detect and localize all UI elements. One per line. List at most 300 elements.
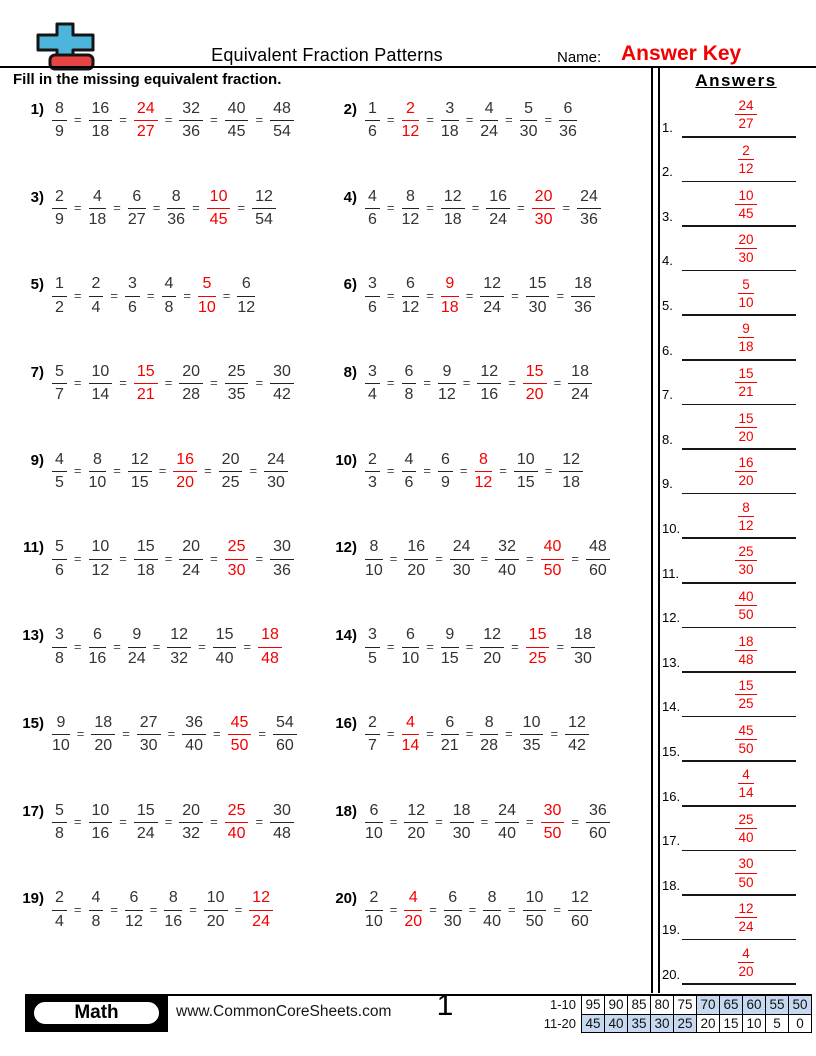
fraction-denominator: 40 [215, 649, 234, 667]
equals-sign: = [525, 813, 534, 829]
fraction [438, 363, 456, 405]
score-cell: 95 [582, 996, 605, 1015]
fraction-answer [173, 451, 197, 493]
answer-number: 18. [662, 877, 681, 893]
answer-denominator: 21 [738, 384, 754, 400]
answer-denominator: 10 [738, 294, 754, 310]
fraction-numerator: 24 [577, 188, 601, 209]
fraction [483, 889, 501, 931]
equals-sign: = [426, 287, 434, 303]
answer-fraction [682, 812, 810, 845]
equals-sign: = [386, 638, 395, 654]
problem [327, 889, 652, 931]
fraction-denominator: 8 [55, 649, 64, 667]
problems-grid [14, 100, 652, 977]
fraction [52, 889, 67, 931]
fraction-numerator: 15 [526, 275, 550, 296]
answer-fraction-value [735, 98, 756, 131]
fraction-numerator: 30 [541, 802, 565, 823]
answer-item [660, 584, 810, 629]
fraction-numerator: 9 [438, 363, 456, 384]
fraction-denominator: 9 [55, 123, 64, 141]
equals-sign: = [243, 638, 252, 654]
equals-sign: = [423, 375, 431, 391]
fraction-numerator: 4 [89, 889, 104, 910]
answer-number: 15. [662, 743, 681, 759]
problem [14, 100, 327, 142]
fraction-numerator: 8 [164, 889, 182, 910]
fraction-numerator: 6 [125, 889, 143, 910]
fraction-denominator: 30 [452, 561, 471, 579]
answer-numerator: 25 [735, 812, 756, 829]
header-divider-line [0, 66, 816, 68]
answer-denominator: 30 [738, 562, 754, 578]
fraction [565, 714, 589, 756]
answer-item [660, 762, 810, 807]
fraction-denominator: 12 [91, 561, 110, 579]
fraction [128, 188, 146, 230]
fraction-denominator: 4 [55, 912, 64, 930]
problem-number: 8) [343, 364, 357, 382]
equals-sign: = [258, 726, 266, 742]
equals-sign: = [517, 200, 525, 216]
problem-row [14, 802, 652, 890]
equals-sign: = [73, 813, 82, 829]
equals-sign: = [511, 287, 519, 303]
answer-numerator: 16 [735, 455, 756, 472]
answer-item [660, 405, 810, 450]
equals-sign: = [222, 287, 231, 303]
fraction-numerator: 48 [586, 538, 610, 559]
answer-denominator: 40 [738, 829, 754, 845]
answer-numerator: 4 [738, 767, 753, 784]
problem [14, 363, 327, 405]
equals-sign: = [480, 813, 489, 829]
equals-sign: = [465, 726, 474, 742]
fraction-denominator: 36 [273, 561, 291, 579]
fraction-numerator: 9 [128, 626, 146, 647]
problem [327, 363, 652, 405]
fraction-denominator: 42 [273, 386, 291, 404]
fraction [125, 889, 143, 931]
fraction-numerator: 8 [52, 100, 67, 121]
fraction-answer [441, 275, 459, 317]
fraction-numerator: 8 [89, 451, 107, 472]
fraction [125, 275, 140, 317]
equals-sign: = [73, 901, 82, 917]
name-label: Name: [557, 49, 602, 66]
equals-sign: = [553, 901, 561, 917]
equals-sign: = [255, 112, 264, 128]
fraction-denominator: 12 [237, 298, 256, 316]
fraction [134, 802, 158, 844]
fraction-denominator: 27 [127, 211, 146, 229]
fraction [526, 275, 550, 317]
answer-number: 20. [662, 966, 681, 982]
fraction [568, 363, 592, 405]
fraction-numerator: 2 [52, 889, 67, 910]
equals-sign: = [508, 375, 516, 391]
answer-fraction [682, 277, 810, 310]
fraction-numerator: 16 [173, 451, 197, 472]
problem-row [14, 100, 652, 188]
fraction-numerator: 6 [444, 889, 462, 910]
fraction-denominator: 8 [164, 298, 174, 316]
fraction-denominator: 6 [404, 474, 414, 492]
score-cell: 55 [766, 996, 789, 1015]
fraction [365, 275, 380, 317]
fraction-denominator: 24 [480, 123, 499, 141]
fraction-numerator: 5 [52, 802, 67, 823]
problem [14, 802, 327, 844]
answer-number: 16. [662, 788, 681, 804]
fraction-denominator: 24 [127, 649, 146, 667]
fraction [162, 275, 177, 317]
fraction [89, 363, 113, 405]
problem-row [14, 714, 652, 802]
score-cell: 5 [766, 1014, 789, 1033]
answer-item [660, 450, 810, 495]
equals-sign: = [550, 726, 559, 742]
fraction [273, 714, 297, 756]
equals-sign: = [389, 550, 398, 566]
answer-blank-line [682, 983, 796, 985]
problem [14, 626, 327, 668]
fraction-denominator: 18 [88, 211, 107, 229]
equals-sign: = [152, 200, 161, 216]
equals-sign: = [255, 813, 264, 829]
problem-number: 1) [30, 101, 44, 118]
fraction-numerator: 40 [225, 100, 249, 121]
fraction-numerator: 2 [365, 889, 383, 910]
problem-number: 19) [22, 890, 44, 908]
equals-sign: = [167, 726, 176, 742]
fraction-denominator: 10 [365, 912, 383, 930]
score-cell: 25 [674, 1014, 697, 1033]
answer-denominator: 45 [738, 205, 754, 221]
fraction-answer [404, 889, 422, 931]
answer-number: 12. [662, 610, 681, 626]
equals-sign: = [426, 112, 434, 128]
answer-numerator: 2 [738, 143, 753, 160]
fraction-denominator: 20 [407, 561, 426, 579]
equals-sign: = [255, 375, 264, 391]
fraction-numerator: 27 [137, 714, 161, 735]
worksheet-title: Equivalent Fraction Patterns [211, 45, 443, 65]
fraction-denominator: 28 [480, 737, 499, 755]
fraction [52, 275, 67, 317]
fraction-denominator: 15 [516, 474, 535, 492]
fraction-numerator: 10 [523, 889, 547, 910]
equals-sign: = [119, 550, 127, 566]
fraction-denominator: 8 [404, 386, 414, 404]
equals-sign: = [146, 287, 155, 303]
fraction-numerator: 6 [365, 802, 383, 823]
answers-title: Answers [695, 71, 777, 90]
equals-sign: = [192, 200, 200, 216]
fraction-denominator: 18 [440, 298, 459, 316]
problem-number: 2) [343, 101, 357, 118]
fraction [52, 626, 67, 668]
fraction-numerator: 24 [450, 538, 474, 559]
fraction [167, 626, 191, 668]
fraction [365, 714, 380, 756]
answer-item [660, 717, 810, 762]
fraction [204, 889, 228, 931]
fraction-numerator: 2 [365, 714, 380, 735]
answer-number: 5. [662, 297, 673, 313]
fraction-denominator: 50 [543, 561, 562, 579]
fraction [402, 626, 420, 668]
fraction-denominator: 12 [438, 386, 456, 404]
problem-row [14, 275, 652, 363]
fraction [365, 626, 380, 668]
fraction [182, 714, 206, 756]
answer-fraction-value [735, 634, 756, 667]
answer-fraction-value [735, 544, 756, 577]
fraction-numerator: 12 [404, 802, 428, 823]
fraction-denominator: 3 [368, 474, 377, 492]
fraction-denominator: 30 [443, 912, 462, 930]
equals-sign: = [164, 375, 173, 391]
answer-fraction-value [735, 188, 756, 221]
fraction-numerator: 18 [568, 363, 592, 384]
answer-numerator: 18 [735, 634, 756, 651]
fraction-denominator: 8 [55, 824, 64, 842]
equals-sign: = [505, 726, 513, 742]
problem [327, 538, 652, 580]
fraction [404, 802, 428, 844]
fraction [89, 188, 107, 230]
equals-sign: = [386, 375, 395, 391]
fraction-numerator: 16 [89, 100, 113, 121]
fraction [365, 100, 380, 142]
fraction-numerator: 12 [480, 626, 504, 647]
fraction-denominator: 4 [368, 386, 377, 404]
answer-fraction [682, 856, 810, 889]
answer-fraction-value [738, 946, 753, 979]
fraction-numerator: 10 [204, 889, 228, 910]
fraction-numerator: 6 [402, 363, 417, 384]
fraction [480, 100, 498, 142]
answer-number: 8. [662, 431, 673, 447]
fraction [128, 451, 152, 493]
fraction-numerator: 2 [52, 188, 67, 209]
fraction-denominator: 32 [170, 649, 189, 667]
fraction-numerator: 9 [441, 626, 459, 647]
equals-sign: = [465, 287, 474, 303]
answer-fraction-value [735, 589, 756, 622]
fraction-numerator: 20 [179, 538, 203, 559]
answer-numerator: 30 [735, 856, 756, 873]
answer-number: 11. [662, 565, 680, 581]
score-cell: 70 [697, 996, 720, 1015]
equals-sign: = [73, 638, 82, 654]
fraction-numerator: 6 [128, 188, 146, 209]
problem-number: 4) [343, 188, 357, 206]
fraction [441, 626, 459, 668]
fraction-numerator: 3 [365, 363, 380, 384]
fraction [586, 538, 610, 580]
fraction-denominator: 21 [136, 386, 155, 404]
fraction [52, 802, 67, 844]
math-badge-label: Math [32, 1000, 161, 1026]
page-number: 1 [436, 989, 454, 1022]
fraction-numerator: 15 [213, 626, 237, 647]
fraction-denominator: 27 [136, 123, 155, 141]
fraction-numerator: 24 [264, 451, 288, 472]
fraction-denominator: 20 [483, 649, 502, 667]
fraction-numerator: 8 [480, 714, 498, 735]
fraction [237, 275, 255, 317]
fraction [219, 451, 243, 493]
equals-sign: = [249, 463, 258, 479]
fraction [514, 451, 538, 493]
fraction-numerator: 30 [270, 802, 294, 823]
fraction-numerator: 3 [365, 626, 380, 647]
fraction-denominator: 42 [568, 737, 586, 755]
fraction-denominator: 24 [489, 211, 508, 229]
fraction-answer [541, 802, 565, 844]
equals-sign: = [158, 463, 167, 479]
answer-item [660, 361, 810, 406]
equals-sign: = [465, 638, 474, 654]
answer-fraction [682, 634, 810, 667]
fraction-numerator: 45 [228, 714, 252, 735]
fraction-denominator: 10 [365, 824, 383, 842]
fraction [52, 451, 67, 493]
equals-sign: = [389, 901, 398, 917]
score-cell: 0 [789, 1014, 812, 1033]
fraction-denominator: 2 [55, 298, 64, 316]
fraction [441, 714, 459, 756]
problem-row [14, 451, 652, 539]
problem [14, 889, 327, 931]
fraction [441, 188, 465, 230]
answer-denominator: 20 [738, 473, 754, 489]
fraction-numerator: 12 [128, 451, 152, 472]
fraction-numerator: 20 [179, 802, 203, 823]
answer-numerator: 20 [735, 232, 756, 249]
problem [327, 802, 652, 844]
answer-denominator: 24 [738, 919, 754, 935]
fraction [179, 538, 203, 580]
problem-number: 15) [22, 714, 44, 732]
fraction-denominator: 6 [368, 211, 377, 229]
fraction-answer [541, 538, 565, 580]
fraction [89, 275, 104, 317]
score-cell: 10 [743, 1014, 766, 1033]
equals-sign: = [210, 550, 218, 566]
fraction-denominator: 16 [91, 824, 110, 842]
fraction-denominator: 25 [528, 649, 547, 667]
answer-numerator: 25 [735, 544, 756, 561]
fraction [520, 714, 544, 756]
equals-sign: = [553, 375, 562, 391]
score-cell: 45 [582, 1014, 605, 1033]
fraction [520, 100, 538, 142]
equals-sign: = [237, 200, 246, 216]
fraction-denominator: 24 [252, 912, 270, 930]
equals-sign: = [562, 200, 571, 216]
equals-sign: = [73, 287, 82, 303]
equals-sign: = [73, 112, 82, 128]
fraction [365, 188, 380, 230]
fraction [495, 538, 519, 580]
fraction-numerator: 9 [52, 714, 70, 735]
equals-sign: = [164, 112, 173, 128]
fraction-answer [225, 538, 249, 580]
equals-sign: = [73, 375, 82, 391]
fraction [450, 538, 474, 580]
answer-numerator: 8 [738, 500, 753, 517]
answer-denominator: 12 [738, 517, 754, 533]
answer-fraction [682, 321, 810, 354]
equals-sign: = [198, 638, 206, 654]
fraction-denominator: 60 [570, 912, 589, 930]
answer-fraction-value [735, 411, 756, 444]
fraction-denominator: 16 [88, 649, 107, 667]
answer-fraction-value [735, 723, 756, 756]
equals-sign: = [511, 638, 519, 654]
answer-numerator: 24 [735, 98, 756, 115]
answer-item [660, 182, 810, 227]
answer-numerator: 12 [735, 901, 756, 918]
problem [14, 275, 327, 317]
answer-fraction [682, 232, 810, 265]
equals-sign: = [255, 550, 264, 566]
fraction-answer [475, 451, 493, 493]
fraction-denominator: 50 [543, 824, 562, 842]
fraction-numerator: 40 [541, 538, 565, 559]
score-cell: 90 [605, 996, 628, 1015]
fraction-denominator: 12 [125, 912, 143, 930]
fraction-denominator: 10 [198, 298, 216, 316]
fraction-denominator: 18 [136, 561, 155, 579]
answer-item [660, 851, 810, 896]
fraction-numerator: 4 [365, 188, 380, 209]
answer-denominator: 27 [738, 116, 754, 132]
fraction-denominator: 20 [176, 474, 195, 492]
fraction-answer [207, 188, 231, 230]
fraction-numerator: 36 [182, 714, 206, 735]
fraction-numerator: 4 [404, 889, 422, 910]
equals-sign: = [76, 726, 85, 742]
problem-number: 20) [335, 890, 357, 908]
fraction-numerator: 15 [526, 626, 550, 647]
fraction-numerator: 10 [89, 538, 113, 559]
fraction-numerator: 10 [514, 451, 538, 472]
fraction-numerator: 12 [167, 626, 191, 647]
fraction-numerator: 2 [402, 100, 420, 121]
equals-sign: = [164, 813, 173, 829]
answer-denominator: 18 [738, 339, 754, 355]
fraction-denominator: 18 [443, 211, 462, 229]
fraction-denominator: 35 [227, 386, 246, 404]
fraction-numerator: 4 [89, 188, 107, 209]
fraction-numerator: 12 [249, 889, 273, 910]
problem-number: 13) [22, 627, 44, 645]
problem-row [14, 363, 652, 451]
fraction-denominator: 32 [182, 824, 201, 842]
answer-numerator: 40 [735, 589, 756, 606]
fraction-denominator: 24 [571, 386, 589, 404]
answer-denominator: 14 [738, 785, 754, 801]
problem [14, 188, 327, 230]
fraction [404, 538, 428, 580]
fraction-denominator: 15 [440, 649, 459, 667]
equals-sign: = [426, 726, 434, 742]
